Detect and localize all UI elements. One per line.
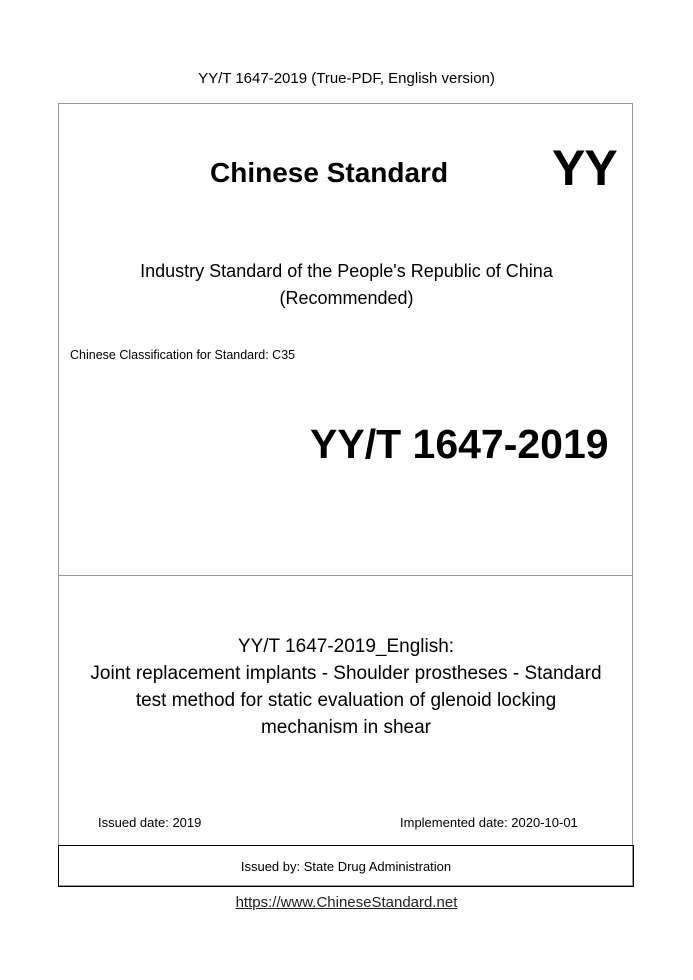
implemented-date: Implemented date: 2020-10-01 [400,815,578,830]
issued-date: Issued date: 2019 [98,815,202,830]
issuer-label: Issued by: State Drug Administration [240,858,452,874]
cover-frame [58,103,633,886]
footer-url [0,894,693,911]
industry-line: Industry Standard of the People's Republic of China [140,261,553,281]
issuer-box [58,845,634,887]
section-divider [58,575,633,576]
title-line: Joint replacement implants - Shoulder prostheses - Standard [90,663,602,684]
website-link[interactable]: https://www.ChineseStandard.net [235,894,458,911]
document-title [58,633,634,741]
industry-standard-label [0,258,693,312]
title-line: YY/T 1647-2019_English: [237,636,455,657]
standard-code-mark: YY [552,140,617,196]
title-line: mechanism in shear [260,717,432,738]
title-line: test method for static evaluation of glenoid locking [135,690,557,711]
recommended-line: (Recommended) [279,288,414,308]
classification-label: Chinese Classification for Standard: C35 [70,348,296,362]
standard-number: YY/T 1647-2019 [310,421,609,467]
document-reference: YY/T 1647-2019 (True-PDF, English version) [198,70,495,87]
standard-title: Chinese Standard [210,157,449,188]
